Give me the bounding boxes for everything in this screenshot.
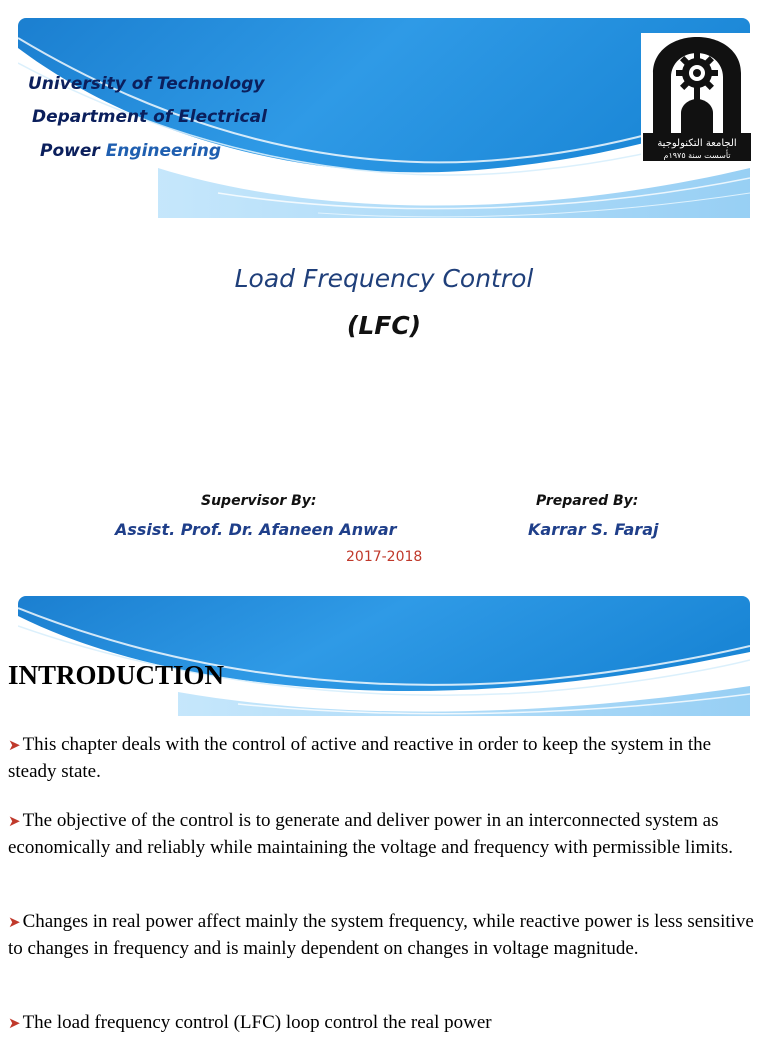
university-logo-icon <box>641 33 753 163</box>
arrow-bullet-icon: ➤ <box>8 736 21 754</box>
arrow-bullet-icon: ➤ <box>8 913 21 931</box>
introduction-slide <box>0 590 768 1033</box>
section-heading: INTRODUCTION <box>8 660 225 690</box>
arrow-bullet-icon: ➤ <box>8 1014 21 1032</box>
bullet-text: This chapter deals with the control of active and reactive in order to keep the system in the steady state. <box>8 734 712 782</box>
university-logo <box>641 33 753 163</box>
prepared-by-label: Prepared By: <box>536 493 639 509</box>
presentation-subtitle: (LFC) <box>346 311 422 340</box>
author-name: Karrar S. Faraj <box>528 520 659 539</box>
department-name: Department of Electrical <box>32 107 267 127</box>
university-name: University of Technology <box>28 74 265 94</box>
bullet-text: The objective of the control is to generate and deliver power in an interconnected system as economically and reliably while maintaining the voltage and frequency with permissible limits. <box>8 810 733 858</box>
bullet-text: Changes in real power affect mainly the system frequency, while reactive power is less sensitive to changes in frequency and is mainly dependent on changes in voltage magnitude. <box>8 911 754 959</box>
bullet-paragraph <box>8 732 756 784</box>
arrow-bullet-icon: ➤ <box>8 812 21 830</box>
department-subname-suffix: Engineering <box>105 141 222 161</box>
academic-year: 2017-2018 <box>346 549 423 565</box>
presentation-title: Load Frequency Control <box>234 264 534 293</box>
department-subname-prefix: Power <box>40 141 100 161</box>
department-subname <box>40 141 221 161</box>
svg-text:تأسست سنة ١٩٧٥م: تأسست سنة ١٩٧٥م <box>663 151 731 160</box>
svg-text:الجامعة التكنولوجية: الجامعة التكنولوجية <box>657 138 737 149</box>
banner-wave-graphic <box>18 596 750 716</box>
supervisor-label: Supervisor By: <box>201 493 317 509</box>
bullet-paragraph <box>8 808 756 860</box>
bullet-paragraph <box>8 1010 756 1037</box>
header-banner <box>18 596 750 716</box>
bullet-paragraph <box>8 909 756 961</box>
bullet-text: The load frequency control (LFC) loop control the real power <box>22 1012 492 1033</box>
supervisor-name: Assist. Prof. Dr. Afaneen Anwar <box>115 520 397 539</box>
